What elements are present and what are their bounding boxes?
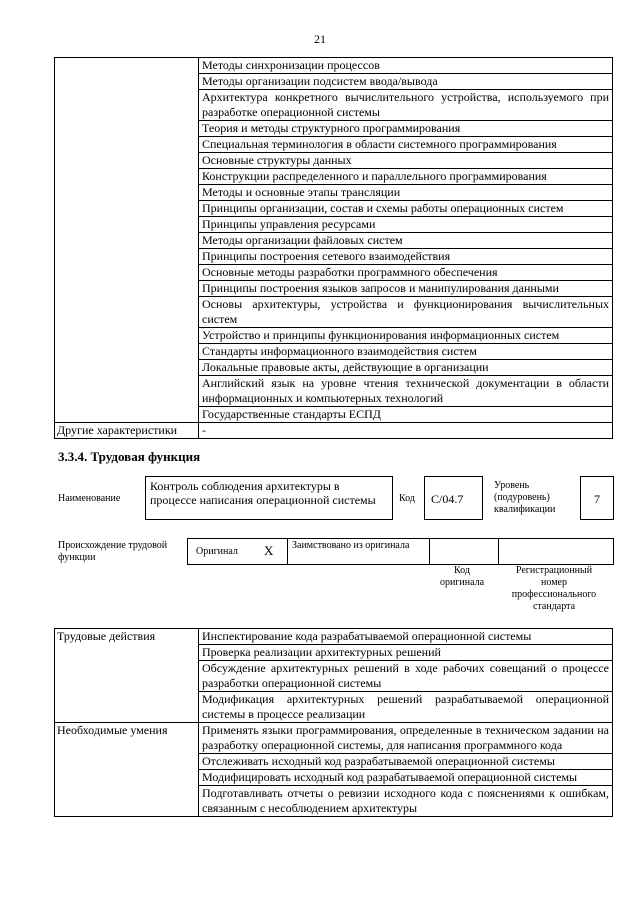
knowledge-item: Стандарты информационного взаимодействия систем bbox=[199, 344, 613, 360]
action-item: Модификация архитектурных решений разрабатываемой операционной системы в процессе реализации bbox=[199, 692, 613, 723]
knowledge-item: Основы архитектуры, устройства и функционирования вычислительных систем bbox=[199, 297, 613, 328]
knowledge-item: Принципы управления ресурсами bbox=[199, 217, 613, 233]
knowledge-item: Устройство и принципы функционирования информационных систем bbox=[199, 328, 613, 344]
origin-divider bbox=[429, 539, 430, 564]
other-characteristics-label: Другие характеристики bbox=[55, 423, 199, 439]
level-label: Уровень (подуровень) квалификации bbox=[494, 480, 556, 515]
origin-divider bbox=[287, 539, 288, 564]
skills-label: Необходимые умения bbox=[55, 723, 199, 817]
function-name-box bbox=[145, 476, 393, 520]
knowledge-item: Теория и методы структурного программирования bbox=[199, 121, 613, 137]
knowledge-item: Английский язык на уровне чтения технической документации в области информационных и компьютерных технологий bbox=[199, 376, 613, 407]
origin-divider bbox=[498, 539, 499, 564]
skill-item: Отслеживать исходный код разрабатываемой операционной системы bbox=[199, 754, 613, 770]
knowledge-item: Архитектура конкретного вычислительного устройства, используемого при разработке операционной системы bbox=[199, 90, 613, 121]
skill-item: Модифицировать исходный код разрабатываемой операционной системы bbox=[199, 770, 613, 786]
name-label: Наименование bbox=[58, 493, 121, 504]
action-item: Инспектирование кода разрабатываемой операционной системы bbox=[199, 629, 613, 645]
actions-skills-table bbox=[54, 628, 613, 817]
origin-row bbox=[187, 538, 614, 565]
level-box bbox=[580, 476, 614, 520]
knowledge-item: Конструкции распределенного и параллельного программирования bbox=[199, 169, 613, 185]
original-mark: X bbox=[264, 543, 274, 558]
knowledge-item: Локальные правовые акты, действующие в организации bbox=[199, 360, 613, 376]
knowledge-item: Методы и основные этапы трансляции bbox=[199, 185, 613, 201]
action-item: Проверка реализации архитектурных решений bbox=[199, 645, 613, 661]
skill-item: Подготавливать отчеты о ревизии исходного кода с пояснениями к ошибкам, связанным с несоблюдением архитектуры bbox=[199, 786, 613, 817]
actions-label: Трудовые действия bbox=[55, 629, 199, 723]
level-value: 7 bbox=[594, 492, 600, 506]
knowledge-item: Государственные стандарты ЕСПД bbox=[199, 407, 613, 423]
other-characteristics-value: - bbox=[199, 423, 613, 439]
code-label: Код bbox=[399, 493, 415, 504]
page-number: 21 bbox=[314, 32, 326, 46]
knowledge-item: Основные структуры данных bbox=[199, 153, 613, 169]
knowledge-item: Методы синхронизации процессов bbox=[199, 58, 613, 74]
origin-code-caption: Код оригинала bbox=[439, 565, 485, 588]
section-title: 3.3.4. Трудовая функция bbox=[58, 449, 201, 464]
borrowed-label: Заимствовано из оригинала bbox=[292, 540, 410, 551]
action-item: Обсуждение архитектурных решений в ходе рабочих совещаний о процессе разработки операционной системы bbox=[199, 661, 613, 692]
knowledge-item: Принципы построения языков запросов и манипулирования данными bbox=[199, 281, 613, 297]
knowledge-item: Специальная терминология в области системного программирования bbox=[199, 137, 613, 153]
knowledge-item: Принципы построения сетевого взаимодействия bbox=[199, 249, 613, 265]
reg-number-caption: Регистрационный номер профессионального стандарта bbox=[511, 565, 597, 612]
origin-label: Происхождение трудовой функции bbox=[58, 540, 168, 563]
code-box bbox=[424, 476, 483, 520]
knowledge-item: Принципы организации, состав и схемы работы операционных систем bbox=[199, 201, 613, 217]
function-name: Контроль соблюдения архитектуры в процессе написания операционной системы bbox=[150, 479, 376, 507]
knowledge-item: Методы организации подсистем ввода/вывода bbox=[199, 74, 613, 90]
knowledge-label-cell bbox=[55, 58, 199, 423]
knowledge-table bbox=[54, 57, 613, 439]
code-value: C/04.7 bbox=[431, 492, 464, 506]
skill-item: Применять языки программирования, определенные в техническом задании на разработку операционной системы, для написания программного кода bbox=[199, 723, 613, 754]
original-label: Оригинал bbox=[196, 546, 238, 557]
knowledge-item: Методы организации файловых систем bbox=[199, 233, 613, 249]
knowledge-item: Основные методы разработки программного обеспечения bbox=[199, 265, 613, 281]
